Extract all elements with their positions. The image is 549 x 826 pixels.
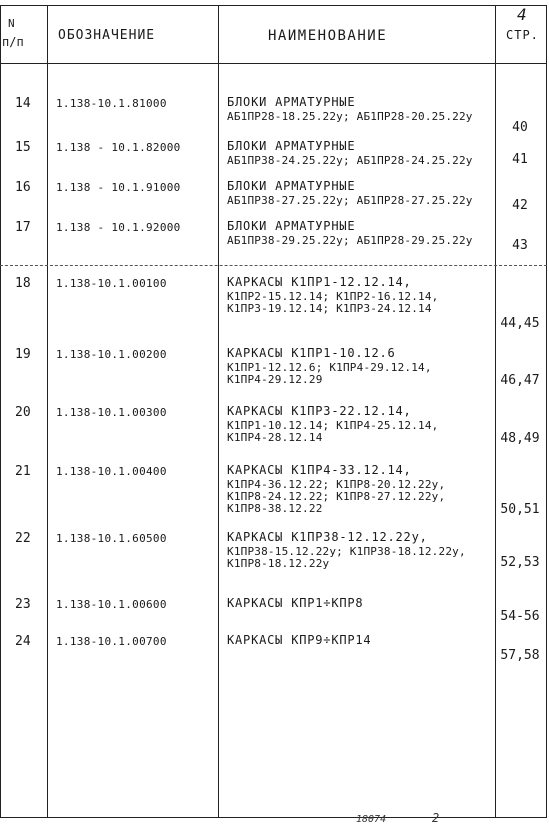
row-number: 21 xyxy=(15,464,31,479)
footer-stamp: 18074 xyxy=(356,814,387,825)
row-pages: 54-56 xyxy=(500,609,540,624)
row-pages: 42 xyxy=(512,198,528,213)
row-pages: 48,49 xyxy=(500,431,540,446)
row-number: 22 xyxy=(15,531,31,546)
row-pages: 52,53 xyxy=(500,555,540,570)
row-number: 14 xyxy=(15,96,31,111)
row-designation: 1.138-10.1.00200 xyxy=(56,348,167,361)
row-name-title: КАРКАСЫ К1ПР4-33.12.14, xyxy=(227,463,412,477)
row-name-line: АБ1ПР28-18.25.22у; АБ1ПР28-20.25.22у xyxy=(227,110,473,123)
row-name-title: КАРКАСЫ К1ПР3-22.12.14, xyxy=(227,404,412,418)
header-n: N xyxy=(8,17,16,30)
row-name-line: К1ПР4-28.12.14 xyxy=(227,431,323,444)
header-name: НАИМЕНОВАНИЕ xyxy=(268,28,388,44)
row-name-title: КАРКАСЫ К1ПР38-12.12.22у, xyxy=(227,530,428,544)
row-name-title: КАРКАСЫ К1ПР1-12.12.14, xyxy=(227,275,412,289)
row-designation: 1.138-10.1.60500 xyxy=(56,532,167,545)
row-separator xyxy=(0,265,547,266)
row-designation: 1.138-10.1.00700 xyxy=(56,635,167,648)
row-pages: 44,45 xyxy=(500,316,540,331)
row-pages: 57,58 xyxy=(500,648,540,663)
header-page: СТР. xyxy=(506,28,539,42)
row-designation: 1.138-10.1.00100 xyxy=(56,277,167,290)
row-name-line: К1ПР8-18.12.22у xyxy=(227,557,330,570)
row-designation: 1.138-10.1.00400 xyxy=(56,465,167,478)
row-number: 16 xyxy=(15,180,31,195)
row-number: 23 xyxy=(15,597,31,612)
row-number: 18 xyxy=(15,276,31,291)
row-designation: 1.138-10.1.00600 xyxy=(56,598,167,611)
row-name-title: БЛОКИ АРМАТУРНЫЕ xyxy=(227,219,356,233)
row-designation: 1.138 - 10.1.91000 xyxy=(56,181,181,194)
row-number: 15 xyxy=(15,140,31,155)
row-name-line: К1ПР4-36.12.22; К1ПР8-20.12.22у, xyxy=(227,478,446,491)
column-divider xyxy=(218,5,219,818)
row-number: 19 xyxy=(15,347,31,362)
row-designation: 1.138-10.1.81000 xyxy=(56,97,167,110)
header-n-sub: п/п xyxy=(2,35,24,49)
header-divider xyxy=(0,63,547,64)
row-name-title: КАРКАСЫ КПР1÷КПР8 xyxy=(227,596,364,610)
row-name-title: БЛОКИ АРМАТУРНЫЕ xyxy=(227,95,356,109)
row-name-title: КАРКАСЫ К1ПР1-10.12.6 xyxy=(227,346,396,360)
row-name-line: К1ПР4-29.12.29 xyxy=(227,373,323,386)
header-designation: ОБОЗНАЧЕНИЕ xyxy=(58,28,156,43)
row-designation: 1.138 - 10.1.92000 xyxy=(56,221,181,234)
column-divider xyxy=(495,5,496,818)
row-number: 24 xyxy=(15,634,31,649)
row-name-title: КАРКАСЫ КПР9÷КПР14 xyxy=(227,633,372,647)
row-pages: 41 xyxy=(512,152,528,167)
footer-sheet: 2 xyxy=(432,811,440,825)
row-designation: 1.138 - 10.1.82000 xyxy=(56,141,181,154)
column-divider xyxy=(47,5,48,818)
row-name-line: К1ПР2-15.12.14; К1ПР2-16.12.14, xyxy=(227,290,439,303)
row-pages: 50,51 xyxy=(500,502,540,517)
row-name-line: К1ПР1-10.12.14; К1ПР4-25.12.14, xyxy=(227,419,439,432)
row-name-line: К1ПР3-19.12.14; К1ПР3-24.12.14 xyxy=(227,302,432,315)
row-name-line: АБ1ПР38-24.25.22у; АБ1ПР28-24.25.22у xyxy=(227,154,473,167)
row-number: 20 xyxy=(15,405,31,420)
row-name-line: К1ПР8-24.12.22; К1ПР8-27.12.22у, xyxy=(227,490,446,503)
page-number: 4 xyxy=(517,5,527,24)
row-name-line: АБ1ПР38-29.25.22у; АБ1ПР28-29.25.22у xyxy=(227,234,473,247)
row-name-line: К1ПР1-12.12.6; К1ПР4-29.12.14, xyxy=(227,361,432,374)
row-pages: 46,47 xyxy=(500,373,540,388)
row-name-line: К1ПР38-15.12.22у; К1ПР38-18.12.22у, xyxy=(227,545,466,558)
row-name-line: АБ1ПР38-27.25.22у; АБ1ПР28-27.25.22у xyxy=(227,194,473,207)
row-name-line: К1ПР8-38.12.22 xyxy=(227,502,323,515)
row-pages: 43 xyxy=(512,238,528,253)
row-pages: 40 xyxy=(512,120,528,135)
row-name-title: БЛОКИ АРМАТУРНЫЕ xyxy=(227,179,356,193)
row-name-title: БЛОКИ АРМАТУРНЫЕ xyxy=(227,139,356,153)
row-designation: 1.138-10.1.00300 xyxy=(56,406,167,419)
row-number: 17 xyxy=(15,220,31,235)
